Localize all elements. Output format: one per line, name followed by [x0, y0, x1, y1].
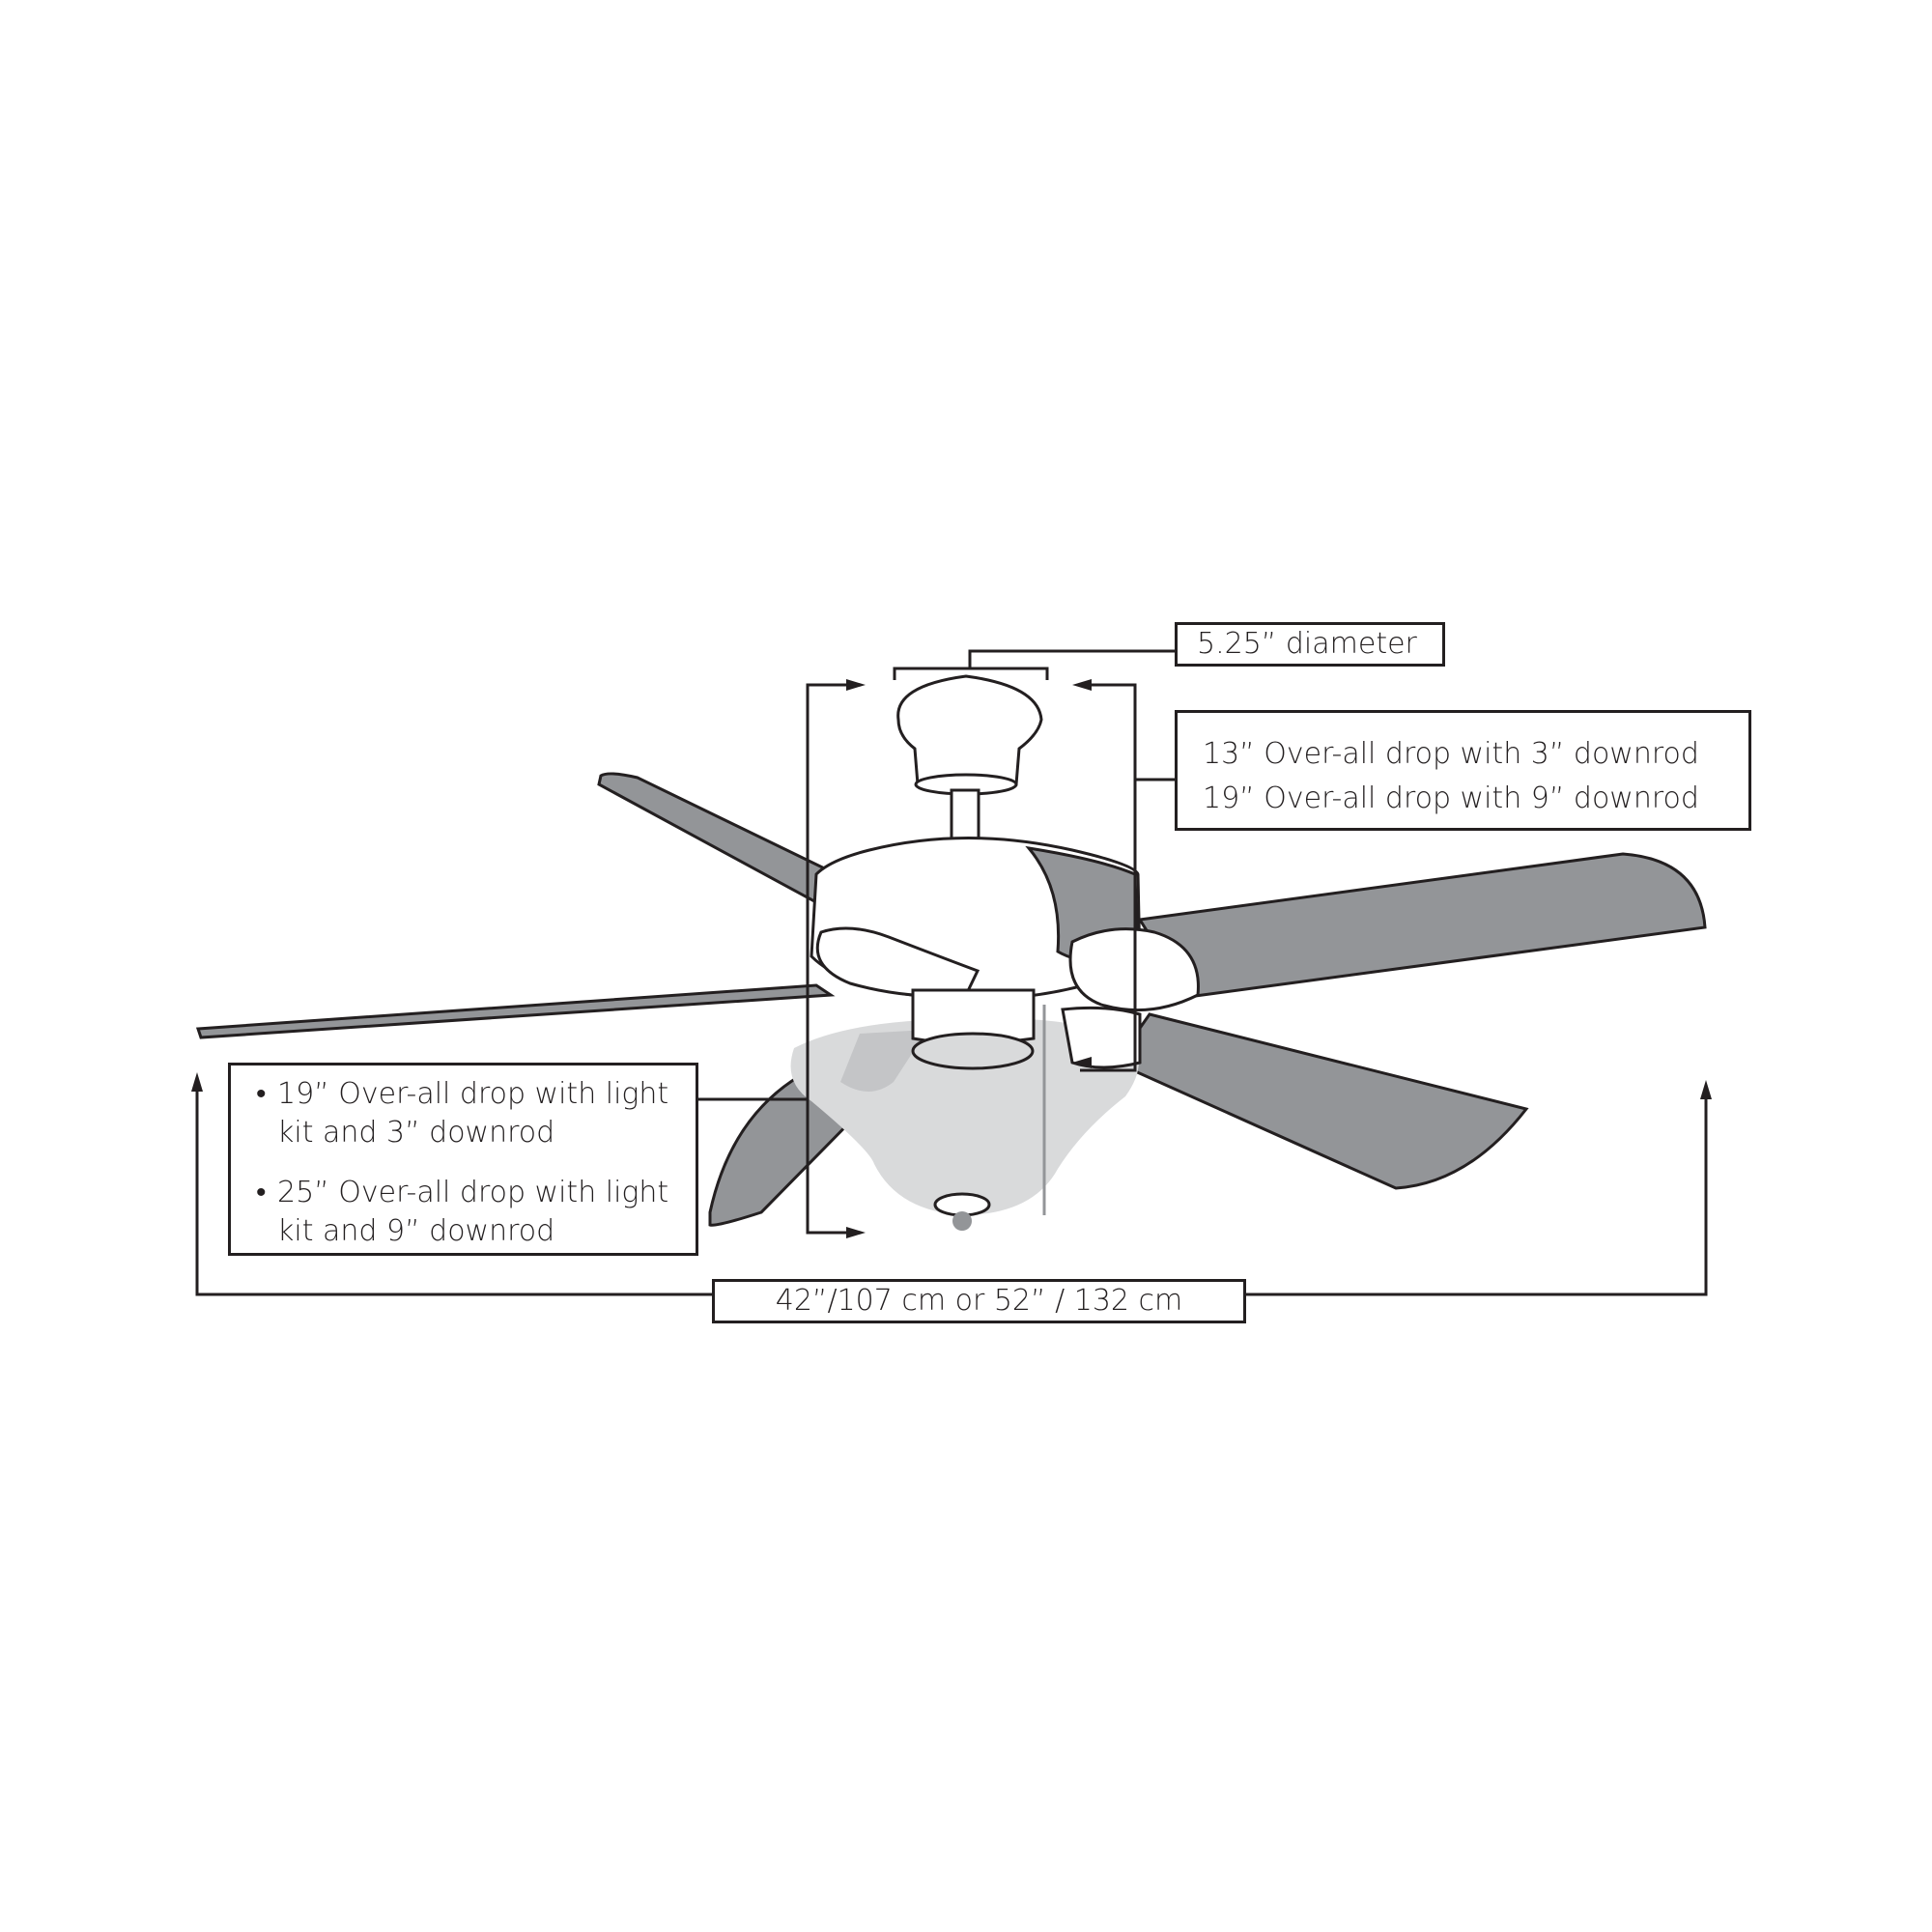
diameter-text: 5.25” diameter [1197, 627, 1417, 661]
switch-housing-bottom [913, 1034, 1033, 1068]
light-kit-bullet [256, 1075, 696, 1152]
blade-iron-right-lower [1063, 1008, 1140, 1067]
overall-drop-label [1175, 710, 1751, 831]
downrod [952, 790, 979, 840]
blade-span-text: 42”/107 cm or 52” / 132 cm [775, 1284, 1183, 1318]
fan-body [811, 676, 1198, 1068]
arrow-span-right [1700, 1080, 1712, 1099]
light-kit-bullet [256, 1174, 696, 1251]
bullet-text: 25” Over-all drop with light kit and 9” downrod [277, 1176, 669, 1248]
bullet-glyph: • [256, 1176, 267, 1209]
bullet-text: 19” Over-all drop with light kit and 3” downrod [277, 1077, 669, 1150]
arrow-drop-right [1072, 679, 1092, 691]
finial-ball [952, 1211, 972, 1231]
arrow-light-kit-bottom [846, 1227, 866, 1238]
drop-line-3in: 13” Over-all drop with 3” downrod [1203, 737, 1699, 771]
blade-lower-right [1116, 1014, 1526, 1188]
diameter-label [1175, 622, 1445, 667]
diameter-leader [970, 651, 1175, 668]
blade-left [198, 985, 831, 1037]
arrow-span-left [191, 1072, 203, 1092]
drop-line-9in: 19” Over-all drop with 9” downrod [1203, 781, 1699, 815]
blade-span-label [712, 1279, 1246, 1323]
bullet-glyph: • [256, 1077, 267, 1111]
arrow-drop-left [846, 679, 866, 691]
light-kit-drop-label [228, 1063, 698, 1256]
blade-right [1140, 854, 1705, 997]
